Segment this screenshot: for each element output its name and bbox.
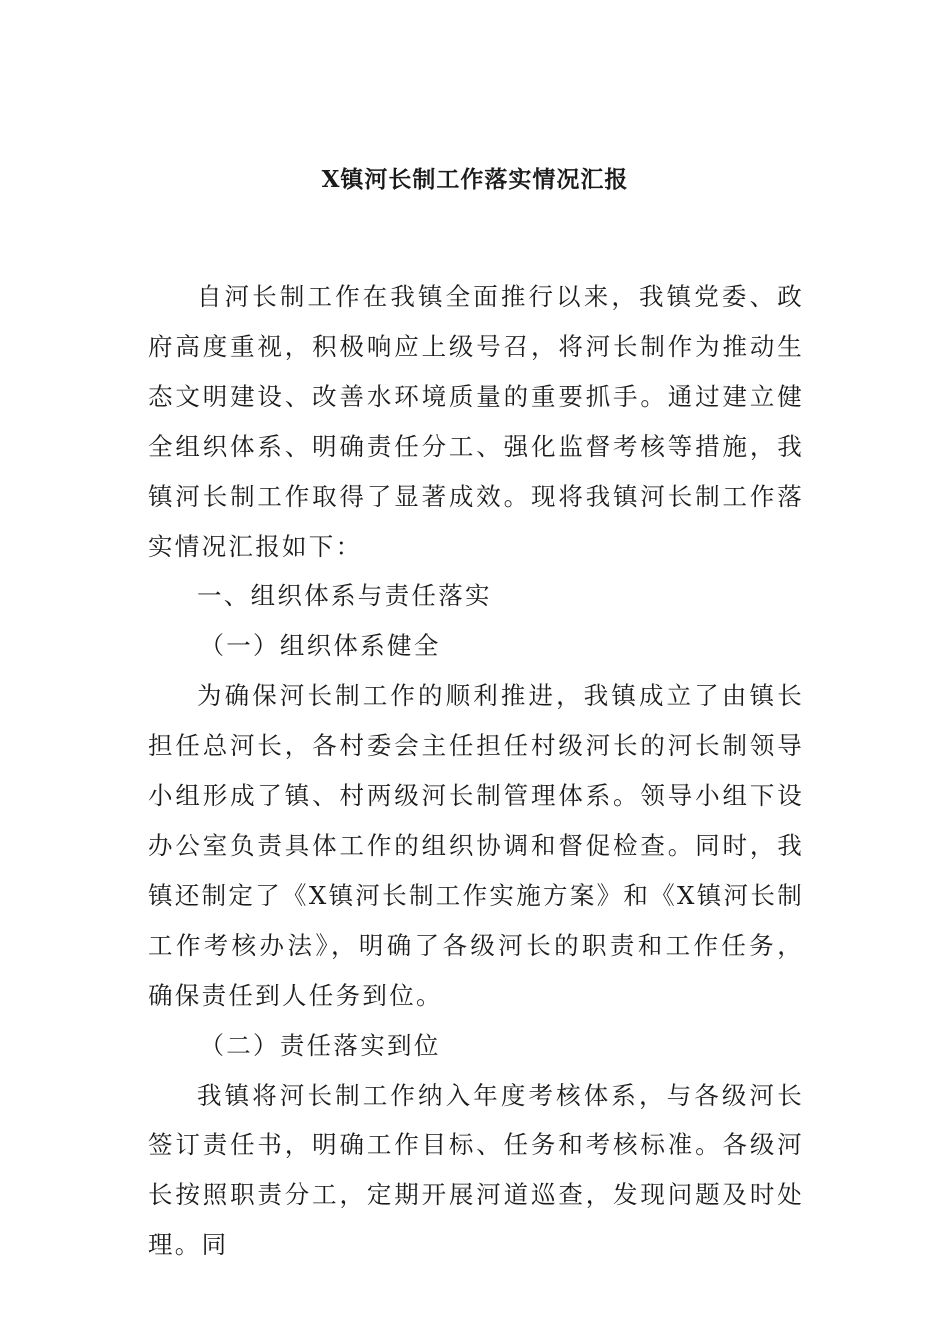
- body-paragraph-2: 我镇将河长制工作纳入年度考核体系，与各级河长签订责任书，明确工作目标、任务和考核标准。各级河长按照职责分工，定期开展河道巡查，发现问题及时处理。同: [148, 1080, 804, 1260]
- document-body: [148, 272, 804, 1270]
- intro-paragraph: 自河长制工作在我镇全面推行以来，我镇党委、政府高度重视，积极响应上级号召，将河长制作为推动生态文明建设、改善水环境质量的重要抓手。通过建立健全组织体系、明确责任分工、强化监督考核等措施，我镇河长制工作取得了显著成效。现将我镇河长制工作落实情况汇报如下：: [148, 282, 804, 561]
- subsection-heading-2: （二）责任落实到位: [199, 1030, 441, 1060]
- body-paragraph-1: 为确保河长制工作的顺利推进，我镇成立了由镇长担任总河长，各村委会主任担任村级河长的河长制领导小组形成了镇、村两级河长制管理体系。领导小组下设办公室负责具体工作的组织协调和督促检查。同时，我镇还制定了《X镇河长制工作实施方案》和《X镇河长制工作考核办法》，明确了各级河长的职责和工作任务，确保责任到人任务到位。: [148, 681, 804, 1010]
- section-heading-1: 一、组织体系与责任落实: [197, 581, 492, 611]
- document-title: X镇河长制工作落实情况汇报: [321, 166, 629, 193]
- subsection-heading-1: （一）组织体系健全: [199, 631, 441, 661]
